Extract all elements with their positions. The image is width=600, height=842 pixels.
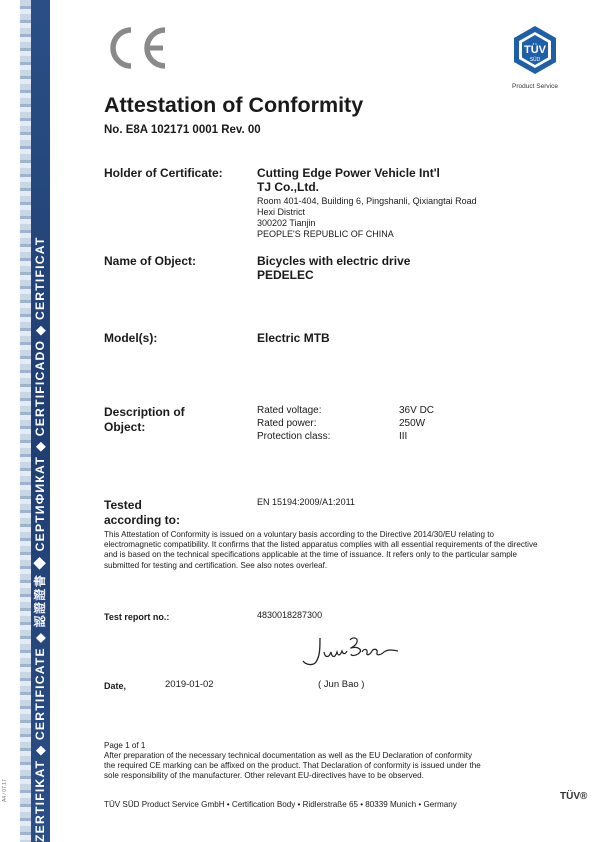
page-number: Page 1 of 1: [104, 741, 146, 750]
tested-standard: EN 15194:2009/A1:2011: [257, 497, 355, 507]
holder-address-line: PEOPLE'S REPUBLIC OF CHINA: [257, 229, 394, 239]
side-security-strip: [20, 0, 50, 842]
tuv-logo-sud: SÜD: [529, 57, 541, 63]
holder-name-line1: Cutting Edge Power Vehicle Int'l: [257, 166, 440, 180]
tested-label-line1: Tested: [104, 498, 142, 512]
spec-key: Rated power:: [257, 418, 317, 429]
document-title: Attestation of Conformity: [104, 93, 364, 117]
side-strip-text: ZERTIFIKAT ◆ CERTIFICATE ◆ 認證證書 ◆ СЕРТИФИКАТ ◆ CERTIFICADO ◆ CERTIFICAT: [33, 236, 47, 842]
certificate-number: No. E8A 102171 0001 Rev. 00: [104, 124, 261, 136]
form-code: A4 / 07.17: [2, 779, 8, 802]
model-value: Electric MTB: [257, 331, 330, 345]
spec-value: 250W: [399, 418, 426, 429]
footer-address: TÜV SÜD Product Service GmbH • Certification Body • Ridlerstraße 65 • 80339 Munich • Germany: [104, 800, 457, 809]
description-label-line2: Object:: [104, 420, 146, 434]
holder-address-line: Room 401-404, Building 6, Pingshanli, Qixiangtai Road: [257, 196, 477, 206]
holder-label: Holder of Certificate:: [104, 166, 223, 180]
holder-name-line2: TJ Co.,Ltd.: [257, 180, 319, 194]
model-label: Model(s):: [104, 331, 158, 345]
footer-notes: After preparation of the necessary technical documentation as well as the EU Declaration of conformity the required CE marking can be affixed on the product. That Declaration of conformity is issued under the sole responsibility of the manufacturer. Other relevant EU-directives have to be observed.: [104, 751, 481, 781]
object-name-line2: PEDELEC: [257, 268, 314, 282]
spec-key: Rated voltage:: [257, 405, 322, 416]
object-name-line1: Bicycles with electric drive: [257, 254, 411, 268]
conformity-statement: This Attestation of Conformity is issued on a voluntary basis according to the Directive 2014/30/EU relating to electromagnetic compatibility. It confirms that the listed apparatus complies with all essential requirements of the directive and is based on the technical specifications applicable at the time of issuance. It refers only to the particular sample submitted for testing and certification. See also notes overleaf.: [104, 530, 538, 570]
tuv-footer-mark: TÜV®: [560, 791, 588, 802]
tuv-sud-logo: [505, 24, 565, 90]
tuv-caption: Product Service: [512, 83, 558, 90]
holder-address-line: Hexi District: [257, 207, 306, 217]
object-label: Name of Object:: [104, 254, 197, 268]
tuv-logo-word: TÜV: [524, 44, 546, 56]
tested-label-line2: according to:: [104, 513, 181, 527]
test-report-label: Test report no.:: [104, 612, 170, 622]
spec-key: Protection class:: [257, 431, 331, 442]
signatory-name: ( Jun Bao ): [318, 679, 365, 690]
spec-value: III: [399, 431, 408, 442]
spec-value: 36V DC: [399, 405, 435, 416]
handwritten-signature: [298, 634, 408, 673]
date-label: Date,: [104, 681, 127, 691]
hologram-strip: [20, 0, 31, 842]
test-report-number: 4830018287300: [257, 610, 323, 620]
holder-address-line: 300202 Tianjin: [257, 218, 316, 228]
date-value: 2019-01-02: [165, 679, 214, 690]
description-label-line1: Description of: [104, 405, 185, 419]
ce-mark-logo: [103, 24, 169, 77]
